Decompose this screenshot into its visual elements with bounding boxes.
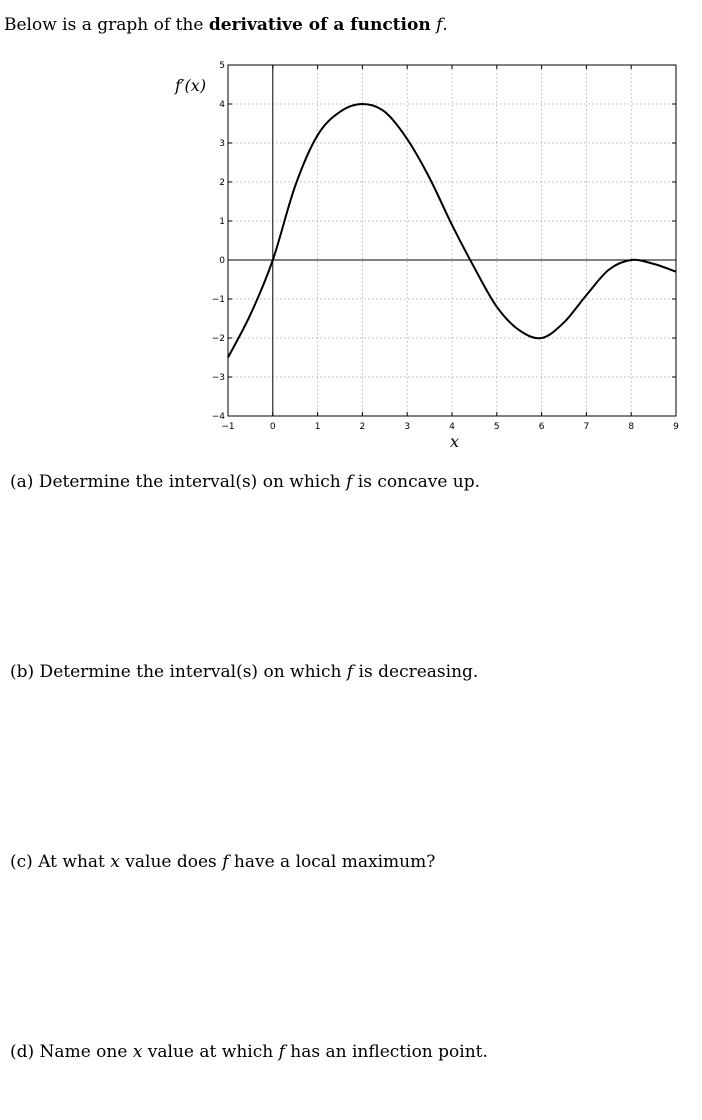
x-tick-label-7: 7 bbox=[583, 422, 590, 432]
x-tick-label-0: 0 bbox=[269, 422, 276, 432]
question-b-pre: Determine the interval(s) on which bbox=[34, 662, 347, 682]
question-c-var2: f bbox=[222, 852, 229, 872]
chart-ticks bbox=[212, 61, 679, 432]
question-b-label: (b) bbox=[10, 662, 35, 682]
question-c-var: x bbox=[110, 852, 120, 872]
x-tick-label-6: 6 bbox=[538, 422, 545, 432]
question-c bbox=[10, 852, 435, 872]
question-b bbox=[10, 662, 478, 682]
y-tick-label-2: 2 bbox=[219, 178, 225, 188]
x-tick-label-8: 8 bbox=[628, 422, 635, 432]
question-d-pre: Name one bbox=[34, 1042, 133, 1062]
x-tick-label-5: 5 bbox=[493, 422, 500, 432]
question-d-mid: value at which bbox=[142, 1042, 279, 1062]
x-tick-label--1: −1 bbox=[221, 422, 235, 432]
question-a-label: (a) bbox=[10, 472, 34, 492]
question-d-post: has an inflection point. bbox=[284, 1042, 488, 1062]
question-d bbox=[10, 1042, 488, 1062]
y-tick-label--3: −3 bbox=[211, 373, 225, 383]
question-c-label: (c) bbox=[10, 852, 33, 872]
question-a-pre: Determine the interval(s) on which bbox=[33, 472, 347, 492]
y-tick-label-1: 1 bbox=[219, 217, 225, 227]
x-tick-label-9: 9 bbox=[673, 422, 679, 432]
question-a bbox=[10, 472, 480, 492]
y-tick-label-4: 4 bbox=[219, 100, 225, 110]
question-a-post: is concave up. bbox=[352, 472, 481, 492]
question-d-var2: f bbox=[278, 1042, 285, 1062]
y-tick-label--4: −4 bbox=[211, 412, 225, 422]
y-axis-label: f′(x) bbox=[175, 76, 207, 95]
x-axis-label: x bbox=[450, 432, 460, 451]
x-tick-label-4: 4 bbox=[449, 422, 455, 432]
y-tick-label--1: −1 bbox=[211, 295, 225, 305]
x-tick-label-3: 3 bbox=[404, 422, 411, 432]
y-tick-label--2: −2 bbox=[211, 334, 225, 344]
derivative-chart bbox=[0, 0, 702, 470]
question-d-label: (d) bbox=[10, 1042, 35, 1062]
question-a-var: f bbox=[346, 472, 353, 492]
y-tick-label-5: 5 bbox=[219, 61, 225, 71]
x-tick-label-2: 2 bbox=[359, 422, 366, 432]
y-tick-label-0: 0 bbox=[219, 256, 225, 266]
question-b-var: f bbox=[346, 662, 354, 682]
intro-prefix: Below is a graph of the bbox=[4, 15, 209, 35]
question-c-pre: At what bbox=[32, 852, 111, 872]
intro-fvar: f bbox=[436, 15, 443, 35]
intro-suffix: . bbox=[442, 15, 448, 35]
x-tick-label-1: 1 bbox=[314, 422, 321, 432]
question-d-var: x bbox=[132, 1042, 143, 1062]
y-tick-label-3: 3 bbox=[219, 139, 225, 149]
question-c-mid: value does bbox=[119, 852, 223, 872]
question-b-post: is decreasing. bbox=[353, 662, 479, 682]
question-c-post: have a local maximum? bbox=[228, 852, 436, 872]
intro-bold: derivative of a function bbox=[208, 15, 431, 35]
chart-grid bbox=[228, 65, 676, 416]
